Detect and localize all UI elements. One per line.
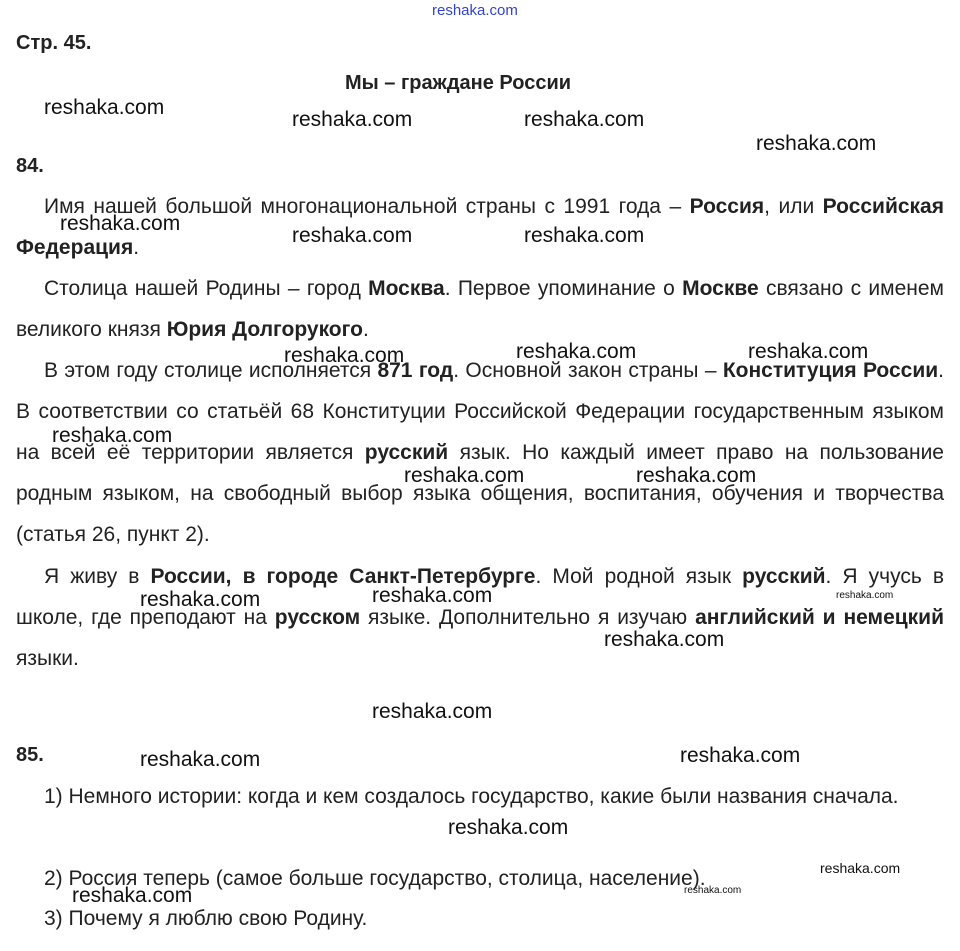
watermark: reshaka.com [604, 628, 725, 651]
watermark: reshaka.com [372, 700, 493, 723]
watermark: reshaka.com [284, 344, 405, 367]
task-85-number: 85. [16, 744, 44, 766]
watermark: reshaka.com [140, 588, 261, 611]
watermark: reshaka.com [820, 860, 901, 876]
watermark: reshaka.com [448, 816, 569, 839]
task-85-item-1: 1) Немного истории: когда и кем создалось государство, какие были названия сначала. [44, 785, 899, 808]
watermark: reshaka.com [836, 590, 894, 601]
watermark: reshaka.com [404, 464, 525, 487]
task-85-item-2: 2) Россия теперь (самое больше государство, столица, население). [44, 867, 706, 890]
watermark: reshaka.com [680, 744, 801, 767]
watermark: reshaka.com [372, 584, 493, 607]
watermark: reshaka.com [140, 748, 261, 771]
watermark: reshaka.com [748, 340, 869, 363]
watermark: reshaka.com [52, 424, 173, 447]
task-84-paragraph-2: Столица нашей Родины – город Москва. Первое упоминание о Москве связано с именем великого князя Юрия Долгорукого. [16, 277, 944, 341]
page-label: Стр. 45. [16, 32, 92, 54]
task-84-paragraph-4: Я живу в России, в городе Санкт-Петербурге. Мой родной язык русский. Я учусь в школе, где преподают на русском языке. Дополнительно я изучаю английский и немецкий языки. [16, 565, 945, 670]
watermark: reshaka.com [684, 885, 742, 896]
watermark: reshaka.com [524, 224, 645, 247]
watermark-top: reshaka.com [432, 2, 518, 19]
watermark: reshaka.com [292, 108, 413, 131]
task-84-number: 84. [16, 155, 44, 177]
task-85-item-3: 3) Почему я люблю свою Родину. [44, 907, 368, 930]
watermark: reshaka.com [44, 96, 165, 119]
watermark: reshaka.com [60, 212, 181, 235]
watermark: reshaka.com [756, 132, 877, 155]
watermark: reshaka.com [524, 108, 645, 131]
watermark: reshaka.com [292, 224, 413, 247]
watermark: reshaka.com [516, 340, 637, 363]
watermark: reshaka.com [636, 464, 757, 487]
task-84-paragraph-1: Имя нашей большой многонациональной страны с 1991 года – Россия, или Российская Федерация. [16, 195, 944, 259]
page-title: Мы – граждане России [345, 72, 572, 94]
watermark: reshaka.com [72, 884, 193, 907]
task-84-paragraph-3: В этом году столице исполняется 871 год. Основной закон страны – Конституция России. В соответствии со статьёй 68 Конституции Российской Федерации государственным языком на всей её территории является русский язык. Но каждый имеет право на пользование родным языком, на свободный выбор языка общения, воспитания, обучения и творчества (статья 26, пункт 2). [16, 359, 944, 546]
